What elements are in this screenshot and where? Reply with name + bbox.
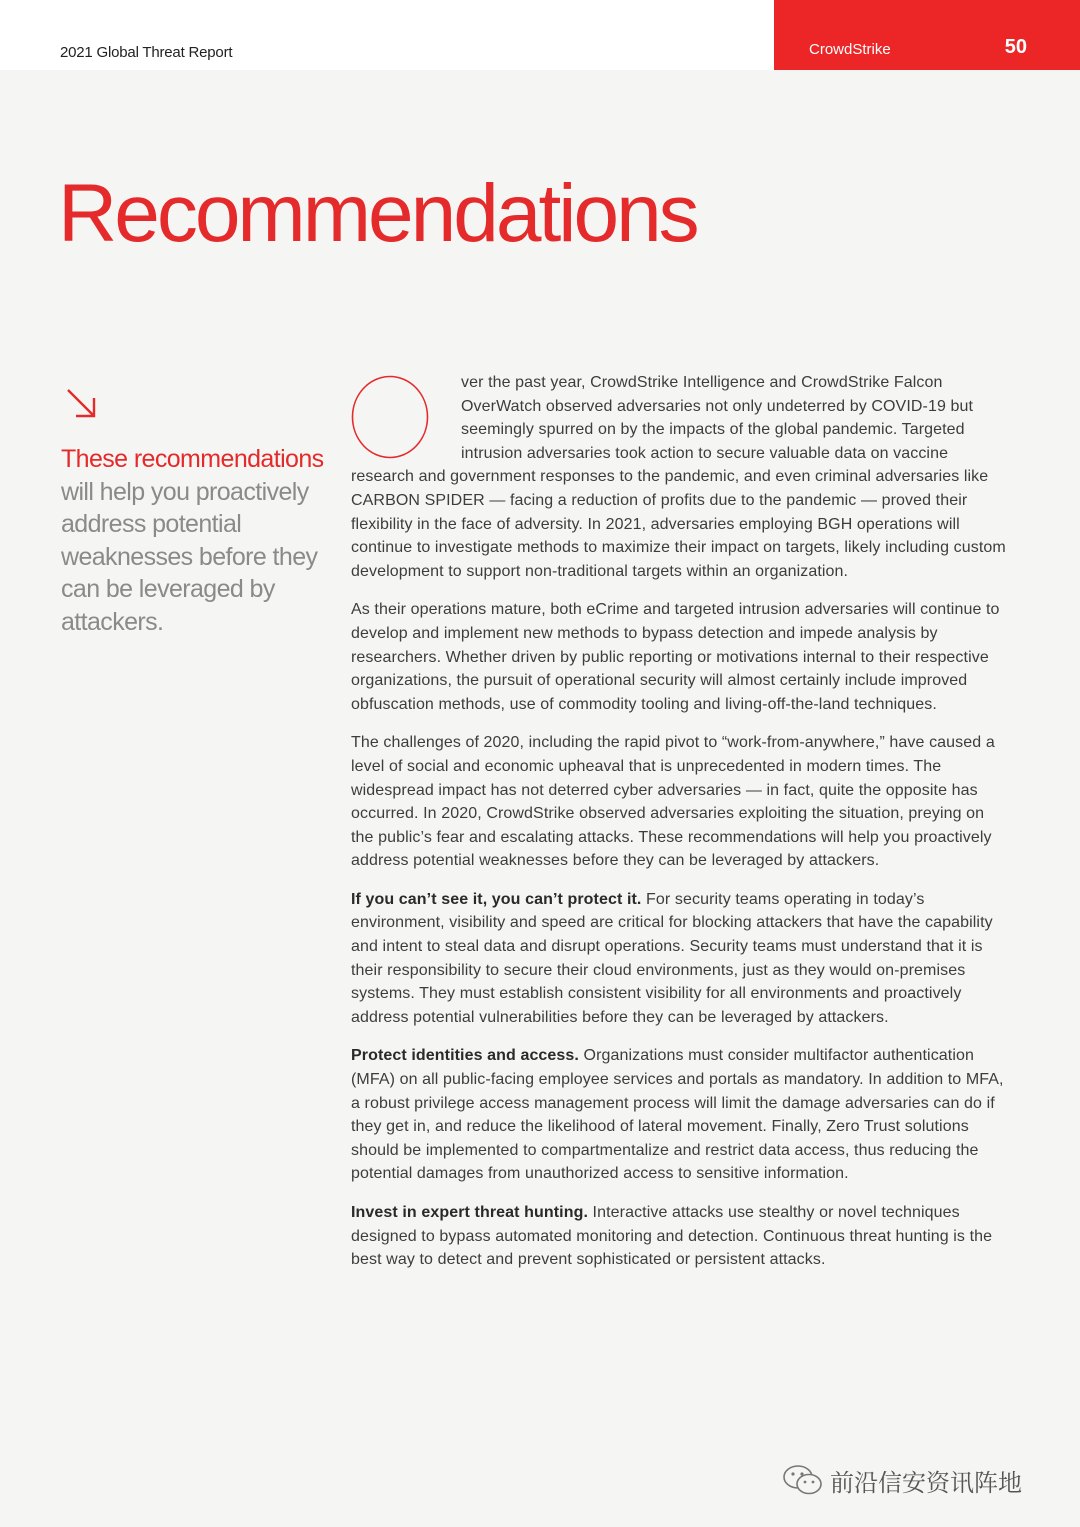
paragraph-hunting [351,1201,1011,1272]
report-title: 2021 Global Threat Report [60,44,233,61]
page-title: Recommendations [58,167,697,259]
text-hunting: Interactive attacks use stealthy or novel techniques designed to bypass automated monitoring and detection. Continuous threat hunting is the best way to detect and prevent sophisticated or persistent attacks. [351,1204,993,1269]
paragraph-identities [351,1044,1011,1186]
watermark [782,1462,1022,1498]
paragraph-3: The challenges of 2020, including the rapid pivot to “work-from-anywhere,” have caused a level of social and economic upheaval that is unprecedented in modern times. The widespread impact has not deterred cyber adversaries — in fact, quite the opposite has occurred. In 2020, CrowdStrike observed adversaries exploiting the situation, preying on the public’s fear and escalating attacks. These recommendations will help you proactively address potential weaknesses before they can be leveraged by attackers. [351,734,995,870]
svg-text:O: O [389,421,391,423]
watermark-text: 前沿信安资讯阵地 [830,1468,1022,1497]
paragraph-intro-text: ver the past year, CrowdStrike Intelligence and CrowdStrike Falcon OverWatch observed adversaries not only undeterred by COVID-19 but seemingly spurred on by the impacts of the global pandemic. Targeted intrusion adversaries took action to secure valuable data on vaccine research and government responses to the pandemic, and even criminal adversaries like CARBON SPIDER — facing a reduction of profits due to the pandemic — proved their flexibility in the face of adversity. In 2021, adversaries employing BGH operations will continue to investigate methods to maximize their impact on targets, likely including custom development to support non-traditional targets within an organization. [351,374,1006,580]
page-number: 50 [1004,36,1027,58]
arrow-down-right-icon [64,386,98,420]
pull-quote-accent: These recommendations [61,445,324,473]
page-header [0,0,1080,70]
paragraph-visibility [351,888,1011,1030]
text-identities: Organizations must consider multifactor authentication (MFA) on all public-facing employee services and portals as mandatory. In addition to MFA, a robust privilege access management process will limit the damage adversaries can do if they get in, and reduce the likelihood of lateral movement. Finally, Zero Trust solutions should be implemented to compartmentalize and restrict data access, thus reducing the potential damages from unauthorized access to sensitive information. [351,1047,1004,1183]
paragraph-intro [351,371,1011,583]
pull-quote-text: will help you proactively address potential weaknesses before they can be leveraged by attackers. [61,477,318,636]
lead-identities: Protect identities and access. [351,1047,579,1065]
wechat-icon [782,1463,824,1497]
paragraph-2: As their operations mature, both eCrime and targeted intrusion adversaries will continue to develop and implement new methods to bypass detection and impede analysis by researchers. Whether driven by public reporting or motivations internal to their respective organizations, the pursuit of operational security will almost certainly include improved obfuscation methods, use of commodity tooling and living-off-the-land techniques. [351,601,1000,713]
text-visibility: For security teams operating in today’s environment, visibility and speed are critical for blocking attackers that have the capability and intent to steal data and disrupt operations. Security teams must understand that it is their responsibility to secure their cloud environments, just as they would on-premises systems. They must establish consistent visibility for all environments and proactively address potential vulnerabilities before they can be leveraged by attackers. [351,890,993,1026]
body-text [351,371,1011,1287]
brand-name: CrowdStrike [809,41,891,58]
pull-quote [61,443,336,639]
lead-visibility: If you can’t see it, you can’t protect it. [351,890,642,908]
lead-hunting: Invest in expert threat hunting. [351,1204,589,1221]
brand-block [774,0,1080,70]
